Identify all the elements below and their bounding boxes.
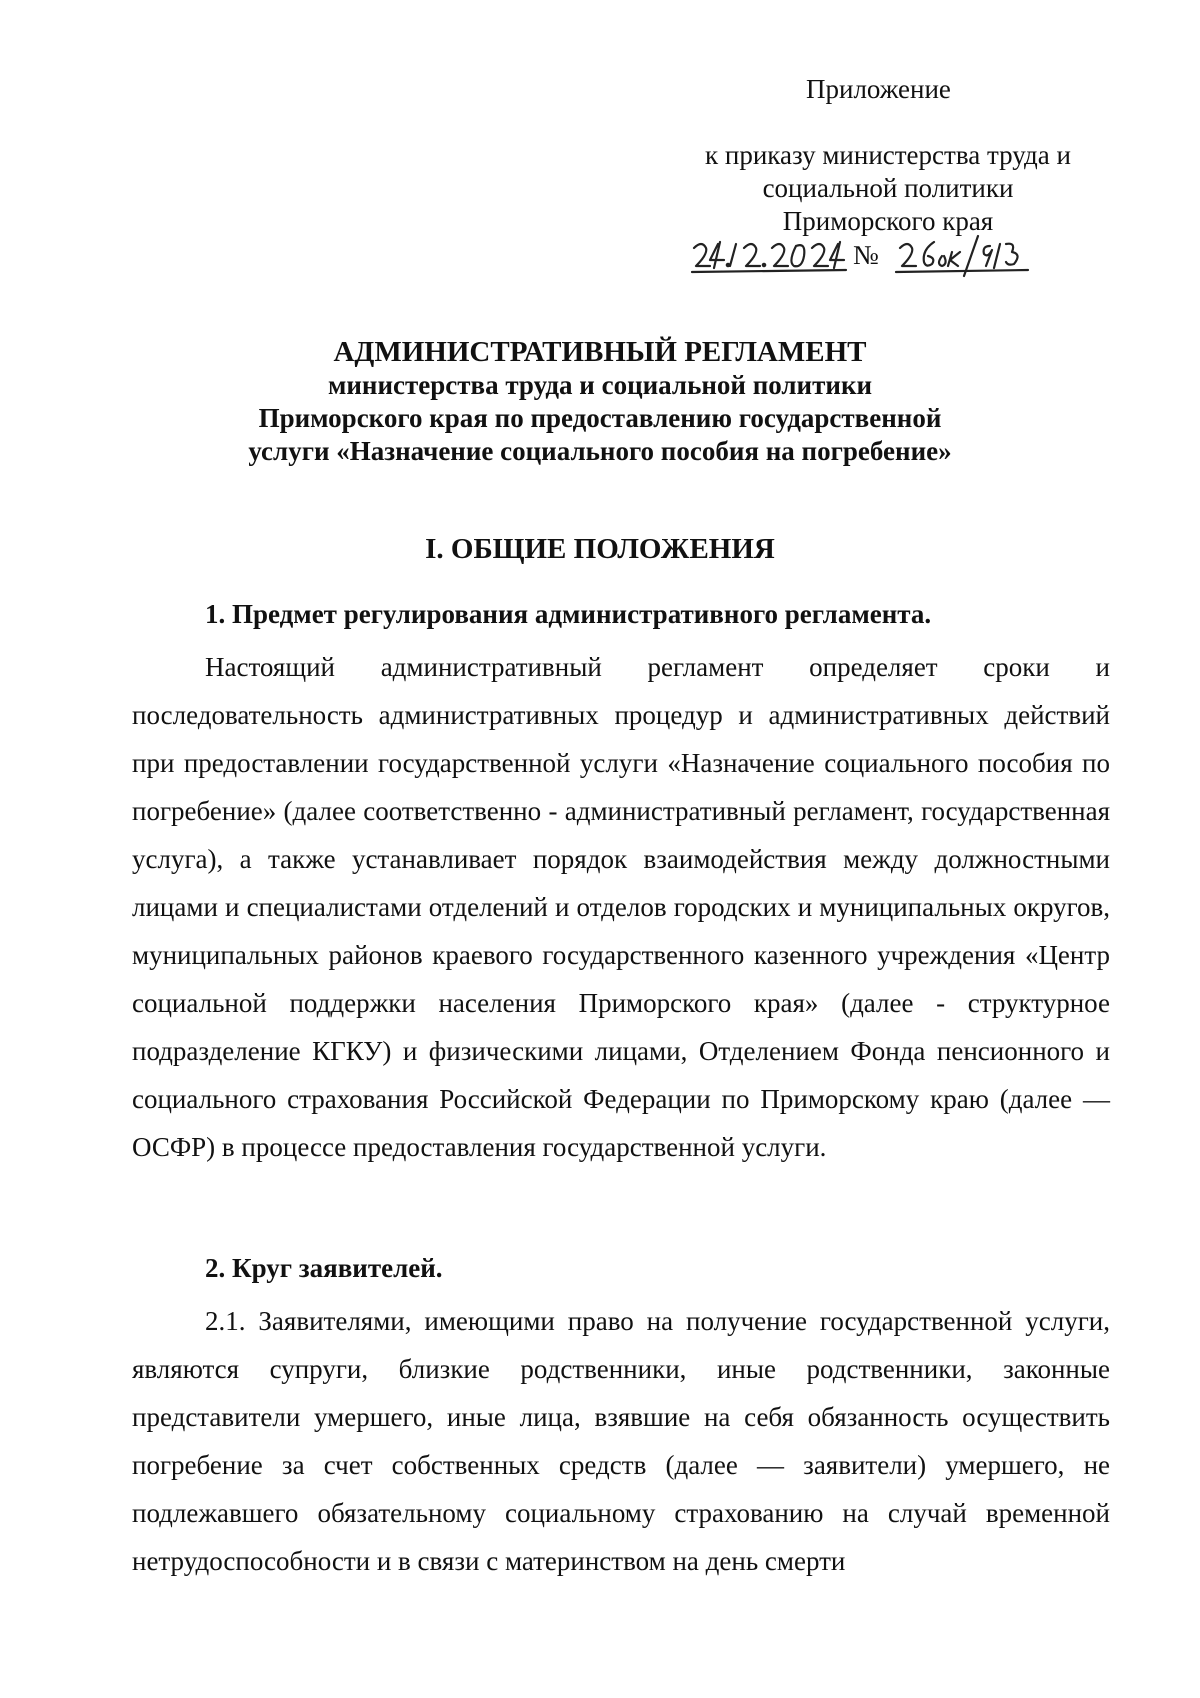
section-title: I. ОБЩИЕ ПОЛОЖЕНИЯ	[425, 533, 775, 565]
subsection-1-title: 1. Предмет регулирования административного регламента.	[205, 599, 932, 629]
appendix-line-2: социальной политики	[762, 173, 1014, 203]
subsection-2-text: 2.1. Заявителями, имеющими право на получение государственной услуги, являются супруги, близкие родственники, иные родственники, законные представители умершего, иные лица, взявшие на себя обязанность осуществить погребение за счет собственных средств (далее — заявители) умершего, не подлежавшего обязательному социальному страхованию на случай временной нетрудоспособности и в связи с материнством на день смерти	[132, 1306, 1110, 1576]
appendix-line-3: Приморского края	[782, 206, 994, 236]
number-sign: №	[853, 240, 879, 270]
document-heading	[100, 336, 1100, 468]
subsection-1-text: Настоящий административный регламент определяет сроки и последовательность административных процедур и административных действий при предоставлении государственной услуги «Назначение социального пособия по погребение» (далее соответственно - административный регламент, государственная услуга), а также устанавливает порядок взаимодействия между должностными лицами и специалистами отделений и отделов городских и муниципальных округов, муниципальных районов краевого государственного казенного учреждения «Центр социальной поддержки населения Приморского края» (далее - структурное подразделение КГКУ) и физическими лицами, Отделением Фонда пенсионного и социального страхования Российской Федерации по Приморскому краю (далее — ОСФР) в процессе предоставления государственной услуги.	[132, 652, 1110, 1162]
appendix-title: Приложение	[806, 74, 951, 104]
appendix-line-1: к приказу министерства труда и	[705, 140, 1071, 170]
handwriting-signature	[688, 232, 1088, 292]
subsection-2-title: 2. Круг заявителей.	[205, 1253, 443, 1283]
heading-line-2: министерства труда и социальной политики	[327, 370, 873, 400]
heading-line-3: Приморского края по предоставлению государственной	[258, 403, 942, 433]
handwritten-date-number	[688, 232, 1088, 292]
heading-line-1: АДМИНИСТРАТИВНЫЙ РЕГЛАМЕНТ	[333, 336, 867, 368]
heading-line-4: услуги «Назначение социального пособия на погребение»	[248, 436, 952, 466]
